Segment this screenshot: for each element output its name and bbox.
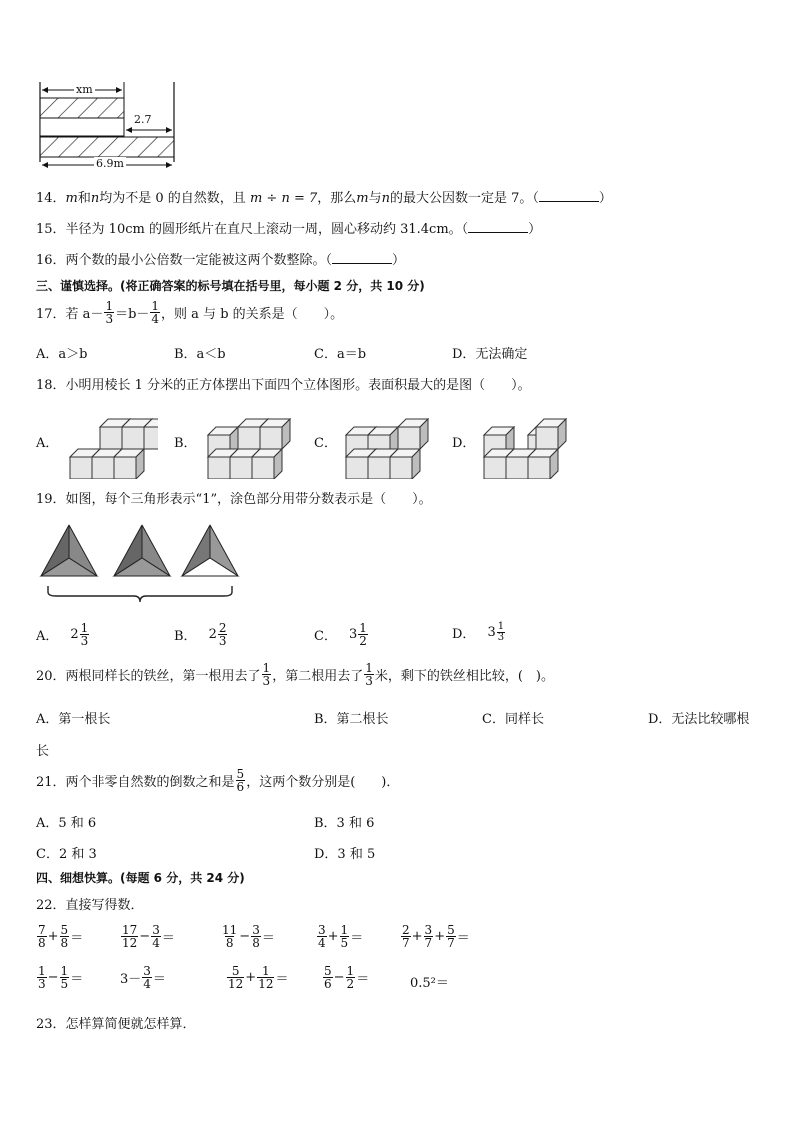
calc-item: $\frac{2}{7}$ + $\frac{3}{7}$ + $\frac{5}{7}$ ＝ bbox=[402, 923, 470, 950]
option-a[interactable]: A． 2 $\frac{1}{3}$ bbox=[36, 621, 89, 648]
calc-item: $\frac{11}{8}$ − $\frac{3}{8}$ ＝ bbox=[222, 923, 275, 950]
cube-face bbox=[346, 457, 368, 479]
cube-face bbox=[100, 427, 122, 449]
triangle-figures bbox=[36, 520, 246, 610]
cube-face bbox=[398, 427, 420, 449]
triangle-full bbox=[41, 525, 97, 576]
cube-face bbox=[230, 457, 252, 479]
cube-face bbox=[122, 427, 144, 449]
question-16: 16．两个数的最小公倍数一定能被这两个数整除。（ ） bbox=[36, 253, 406, 268]
cube-figure-d bbox=[480, 407, 572, 479]
figure-top-label: xm bbox=[76, 83, 93, 96]
option-b[interactable]: B． bbox=[174, 436, 197, 451]
question-23: 23．怎样算简便就怎样算． bbox=[36, 1017, 196, 1032]
question-17: 17．若 a－ $\frac{1}{3}$ ＝b－ $\frac{1}{4}$ ，则 a 与 b 的关系是（ ）。 bbox=[36, 299, 344, 326]
question-21: 21．两个非零自然数的倒数之和是 $\frac{5}{6}$ ，这两个数分别是( )． bbox=[36, 767, 400, 794]
cube-face bbox=[390, 457, 412, 479]
cube-face bbox=[144, 427, 158, 449]
cube-figure-c bbox=[342, 407, 434, 479]
calc-item: $\frac{5}{12}$ + $\frac{1}{12}$ ＝ bbox=[228, 964, 289, 991]
figure-right-label: 2.7 bbox=[134, 113, 152, 126]
option-d[interactable]: D．3 和 5 bbox=[314, 847, 376, 862]
question-15: 15．半径为 10cm 的圆形纸片在直尺上滚动一周，圆心移动约 31.4cm。（ ） bbox=[36, 222, 542, 237]
option-b[interactable]: B． 2 $\frac{2}{3}$ bbox=[174, 621, 227, 648]
option-c[interactable]: C．a＝b bbox=[314, 347, 367, 362]
cube-face bbox=[528, 457, 550, 479]
cube-face bbox=[484, 457, 506, 479]
question-19: 19．如图，每个三角形表示“1”，涂色部分用带分数表示是（ ）。 bbox=[36, 492, 432, 507]
option-c[interactable]: C．同样长 bbox=[482, 712, 544, 727]
answer-blank[interactable] bbox=[468, 221, 528, 233]
option-d[interactable]: D．无法确定 bbox=[452, 347, 528, 362]
calc-item: $\frac{17}{12}$ − $\frac{3}{4}$ ＝ bbox=[122, 923, 175, 950]
calc-item: $\frac{5}{6}$ − $\frac{1}{2}$ ＝ bbox=[324, 964, 370, 991]
option-a[interactable]: A． bbox=[36, 436, 59, 451]
cube-face bbox=[368, 457, 390, 479]
cube-face bbox=[260, 427, 282, 449]
option-a[interactable]: A．5 和 6 bbox=[36, 816, 97, 831]
option-d[interactable]: D． 3 $\frac{1}{3}$ bbox=[452, 621, 505, 643]
cube-face bbox=[208, 457, 230, 479]
option-b[interactable]: B．第二根长 bbox=[314, 712, 389, 727]
triangle-partial bbox=[182, 525, 238, 576]
figure-bottom-label: 6.9m bbox=[96, 157, 124, 170]
question-14: 14．m和n均为不是 0 的自然数，且 m ÷ n = 7，那么m与n的最大公因数一定是 7。（ ） bbox=[36, 191, 612, 206]
calc-item: 0.5²＝ bbox=[410, 976, 449, 991]
cube-face bbox=[252, 457, 274, 479]
question-20: 20．两根同样长的铁丝，第一根用去了 $\frac{1}{3}$ ，第二根用去了 $\frac{1}{3}$ 米，剩下的铁丝相比较，( )。 bbox=[36, 661, 554, 688]
triangle-full bbox=[114, 525, 170, 576]
option-c[interactable]: C．2 和 3 bbox=[36, 847, 97, 862]
cube-figure-b bbox=[204, 407, 296, 479]
section-4-title: 四、细想快算。(每题 6 分，共 24 分) bbox=[36, 871, 245, 885]
answer-blank[interactable] bbox=[539, 190, 599, 202]
option-a[interactable]: A．a＞b bbox=[36, 347, 88, 362]
option-c[interactable]: C． 3 $\frac{1}{2}$ bbox=[314, 621, 367, 648]
calc-item: $\frac{3}{4}$ + $\frac{1}{5}$ ＝ bbox=[318, 923, 364, 950]
cube-face bbox=[238, 427, 260, 449]
section-3-title: 三、谨慎选择。(将正确答案的标号填在括号里，每小题 2 分，共 10 分) bbox=[36, 279, 425, 293]
option-b[interactable]: B．3 和 6 bbox=[314, 816, 375, 831]
cube-face bbox=[114, 457, 136, 479]
cube-face bbox=[536, 427, 558, 449]
option-c[interactable]: C． bbox=[314, 436, 337, 451]
cube-face bbox=[70, 457, 92, 479]
fraction: $\frac{1}{4}$ bbox=[151, 299, 160, 326]
question-18: 18．小明用棱长 1 分米的正方体摆出下面四个立体图形。表面积最大的是图（ ）。 bbox=[36, 378, 531, 393]
option-d[interactable]: D． bbox=[452, 436, 476, 451]
option-a[interactable]: A．第一根长 bbox=[36, 712, 111, 727]
calc-item: $\frac{7}{8}$ + $\frac{5}{8}$ ＝ bbox=[38, 923, 84, 950]
option-b[interactable]: B．a＜b bbox=[174, 347, 226, 362]
calc-item: 3－ $\frac{3}{4}$ ＝ bbox=[120, 964, 166, 991]
fraction: $\frac{1}{3}$ bbox=[105, 299, 114, 326]
option-d-wrap: 长 bbox=[36, 744, 50, 759]
option-d[interactable]: D．无法比较哪根 bbox=[648, 712, 750, 727]
cube-face bbox=[92, 457, 114, 479]
answer-blank[interactable] bbox=[332, 252, 392, 264]
cube-figure-a bbox=[66, 407, 158, 479]
calc-item: $\frac{1}{3}$ − $\frac{1}{5}$ ＝ bbox=[38, 964, 84, 991]
question-22: 22．直接写得数． bbox=[36, 898, 144, 913]
cube-face bbox=[506, 457, 528, 479]
